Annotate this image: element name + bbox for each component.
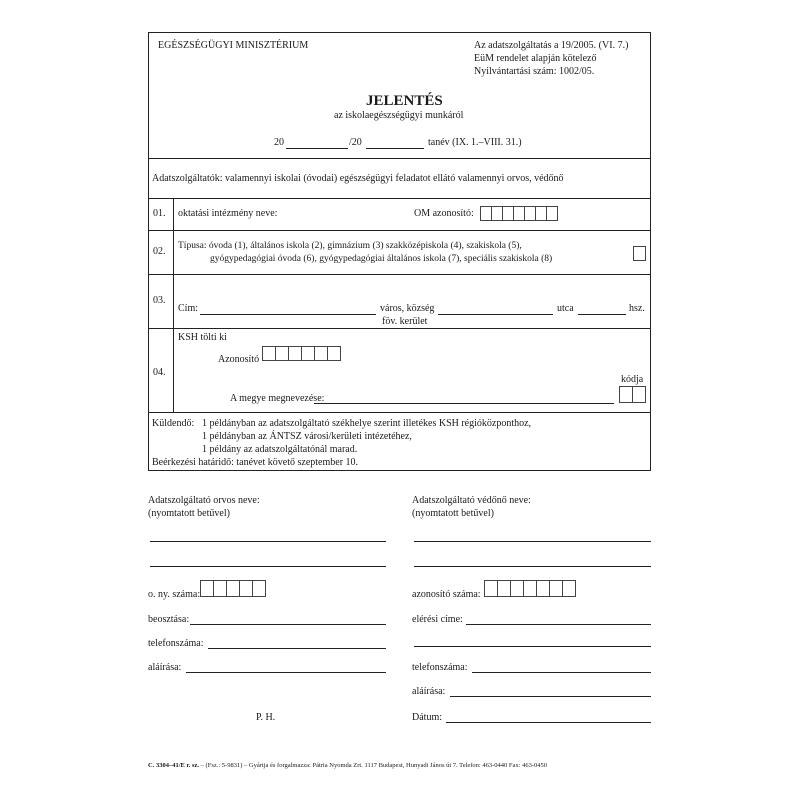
year-end-field[interactable] (366, 148, 424, 149)
street-label: utca (557, 303, 574, 314)
date-field[interactable] (446, 722, 651, 723)
nurse-signature-label: aláírása: (412, 686, 446, 697)
county-name-label: A megye megnevezése: (230, 393, 325, 404)
year-prefix: 20 (274, 137, 284, 148)
nurse-address-label: elérési címe: (412, 614, 463, 625)
doctor-phone-field[interactable] (208, 648, 386, 649)
form-subtitle: az iskolaegészségügyi munkáról (334, 110, 464, 121)
stamp-label: P. H. (256, 712, 276, 723)
nurse-name-subtitle: (nyomtatott betűvel) (412, 508, 494, 519)
nurse-id-label: azonosító száma: (412, 589, 481, 600)
providers-text: Adatszolgáltatók: valamennyi iskolai (óvodai) egészségügyi feladatot ellátó valamennyi orvos, védőnő (152, 173, 564, 184)
nurse-phone-label: telefonszáma: (412, 662, 468, 673)
deadline-text: Beérkezési határidő: tanévet követő szeptember 10. (152, 457, 359, 468)
address-field[interactable] (200, 314, 376, 315)
doctor-name-subtitle: (nyomtatott betűvel) (148, 508, 230, 519)
date-label: Dátum: (412, 712, 442, 723)
print-info (148, 762, 547, 770)
type-code-box[interactable] (633, 246, 646, 261)
row-number-01: 01. (153, 208, 166, 219)
nurse-address-field-2[interactable] (414, 646, 651, 647)
nurse-signature-field[interactable] (450, 696, 651, 697)
type-line-2: gyógypedagógiai óvoda (6), gyógypedagógiai általános iskola (7), speciális szakiskola (8) (210, 254, 553, 264)
send-to-line-3: 1 példány az adatszolgáltatónál marad. (202, 444, 358, 455)
doctor-signature-label: aláírása: (148, 662, 182, 673)
divider (148, 198, 651, 199)
nurse-phone-field[interactable] (472, 672, 651, 673)
doctor-signature-field[interactable] (186, 672, 386, 673)
nurse-address-field[interactable] (466, 624, 651, 625)
divider (148, 158, 651, 159)
om-id-label: OM azonosító: (414, 208, 474, 219)
row-number-04: 04. (153, 367, 166, 378)
form-code: C. 3304–41/E r. sz. (148, 762, 200, 769)
legal-line-1: Az adatszolgáltatás a 19/2005. (VI. 7.) (474, 40, 629, 51)
ministry-name: EGÉSZSÉGÜGYI MINISZTÉRIUM (158, 40, 309, 51)
doctor-name-title: Adatszolgáltató orvos neve: (148, 495, 260, 506)
doctor-phone-label: telefonszáma: (148, 638, 204, 649)
type-line-1: Típusa: óvoda (1), általános iskola (2), gimnázium (3) szakközépiskola (4), szakiskola (5), (178, 241, 522, 251)
doctor-name-line-2[interactable] (150, 566, 386, 567)
ksh-note: KSH tölti ki (178, 332, 227, 343)
doctor-reg-label: o. ny. száma: (148, 589, 201, 600)
printer-info: – (Fsz.: 5-9831) – Gyártja és forgalmazza: Pátria Nyomda Zrt. 1117 Budapest, Hunyadi János út 7. Telefon: 463-0440 Fax: 463-0450 (199, 762, 547, 769)
legal-line-2: EüM rendelet alapján kötelező (474, 53, 597, 64)
school-year-label: tanév (IX. 1.–VIII. 31.) (428, 137, 522, 148)
nurse-name-line-2[interactable] (414, 566, 651, 567)
county-name-field[interactable] (314, 403, 614, 404)
divider (148, 328, 651, 329)
divider (148, 230, 651, 231)
divider (148, 274, 651, 275)
address-label: Cím: (178, 303, 199, 314)
doctor-position-field[interactable] (190, 624, 386, 625)
year-mid: /20 (349, 137, 362, 148)
nurse-name-line-1[interactable] (414, 541, 651, 542)
district-label: föv. kerület (382, 316, 428, 327)
ksh-id-label: Azonosító (218, 354, 260, 365)
row-number-02: 02. (153, 246, 166, 257)
divider (148, 412, 651, 413)
row-number-03: 03. (153, 295, 166, 306)
year-start-field[interactable] (286, 148, 348, 149)
send-to-line-1: 1 példányban az adatszolgáltató székhelye szerint illetékes KSH régióközponthoz, (202, 418, 532, 429)
legal-line-3: Nyilvántartási szám: 1002/05. (474, 66, 595, 77)
county-code-boxes[interactable] (619, 386, 646, 403)
house-number-label: hsz. (629, 303, 645, 314)
form-title: JELENTÉS (366, 93, 443, 109)
city-label: város, község (380, 303, 435, 314)
doctor-reg-boxes[interactable] (200, 580, 266, 597)
om-id-boxes[interactable] (480, 206, 558, 221)
county-code-label: kódja (621, 374, 644, 385)
ksh-id-boxes[interactable] (262, 346, 341, 361)
nurse-id-boxes[interactable] (484, 580, 576, 597)
doctor-position-label: beosztása: (148, 614, 190, 625)
institution-name-label: oktatási intézmény neve: (178, 208, 278, 219)
send-to-label: Küldendő: (152, 418, 195, 429)
number-column-divider (173, 198, 174, 412)
nurse-name-title: Adatszolgáltató védőnő neve: (412, 495, 531, 506)
street-field[interactable] (578, 314, 626, 315)
send-to-line-2: 1 példányban az ÁNTSZ városi/kerületi intézetéhez, (202, 431, 412, 442)
city-field[interactable] (438, 314, 553, 315)
doctor-name-line-1[interactable] (150, 541, 386, 542)
